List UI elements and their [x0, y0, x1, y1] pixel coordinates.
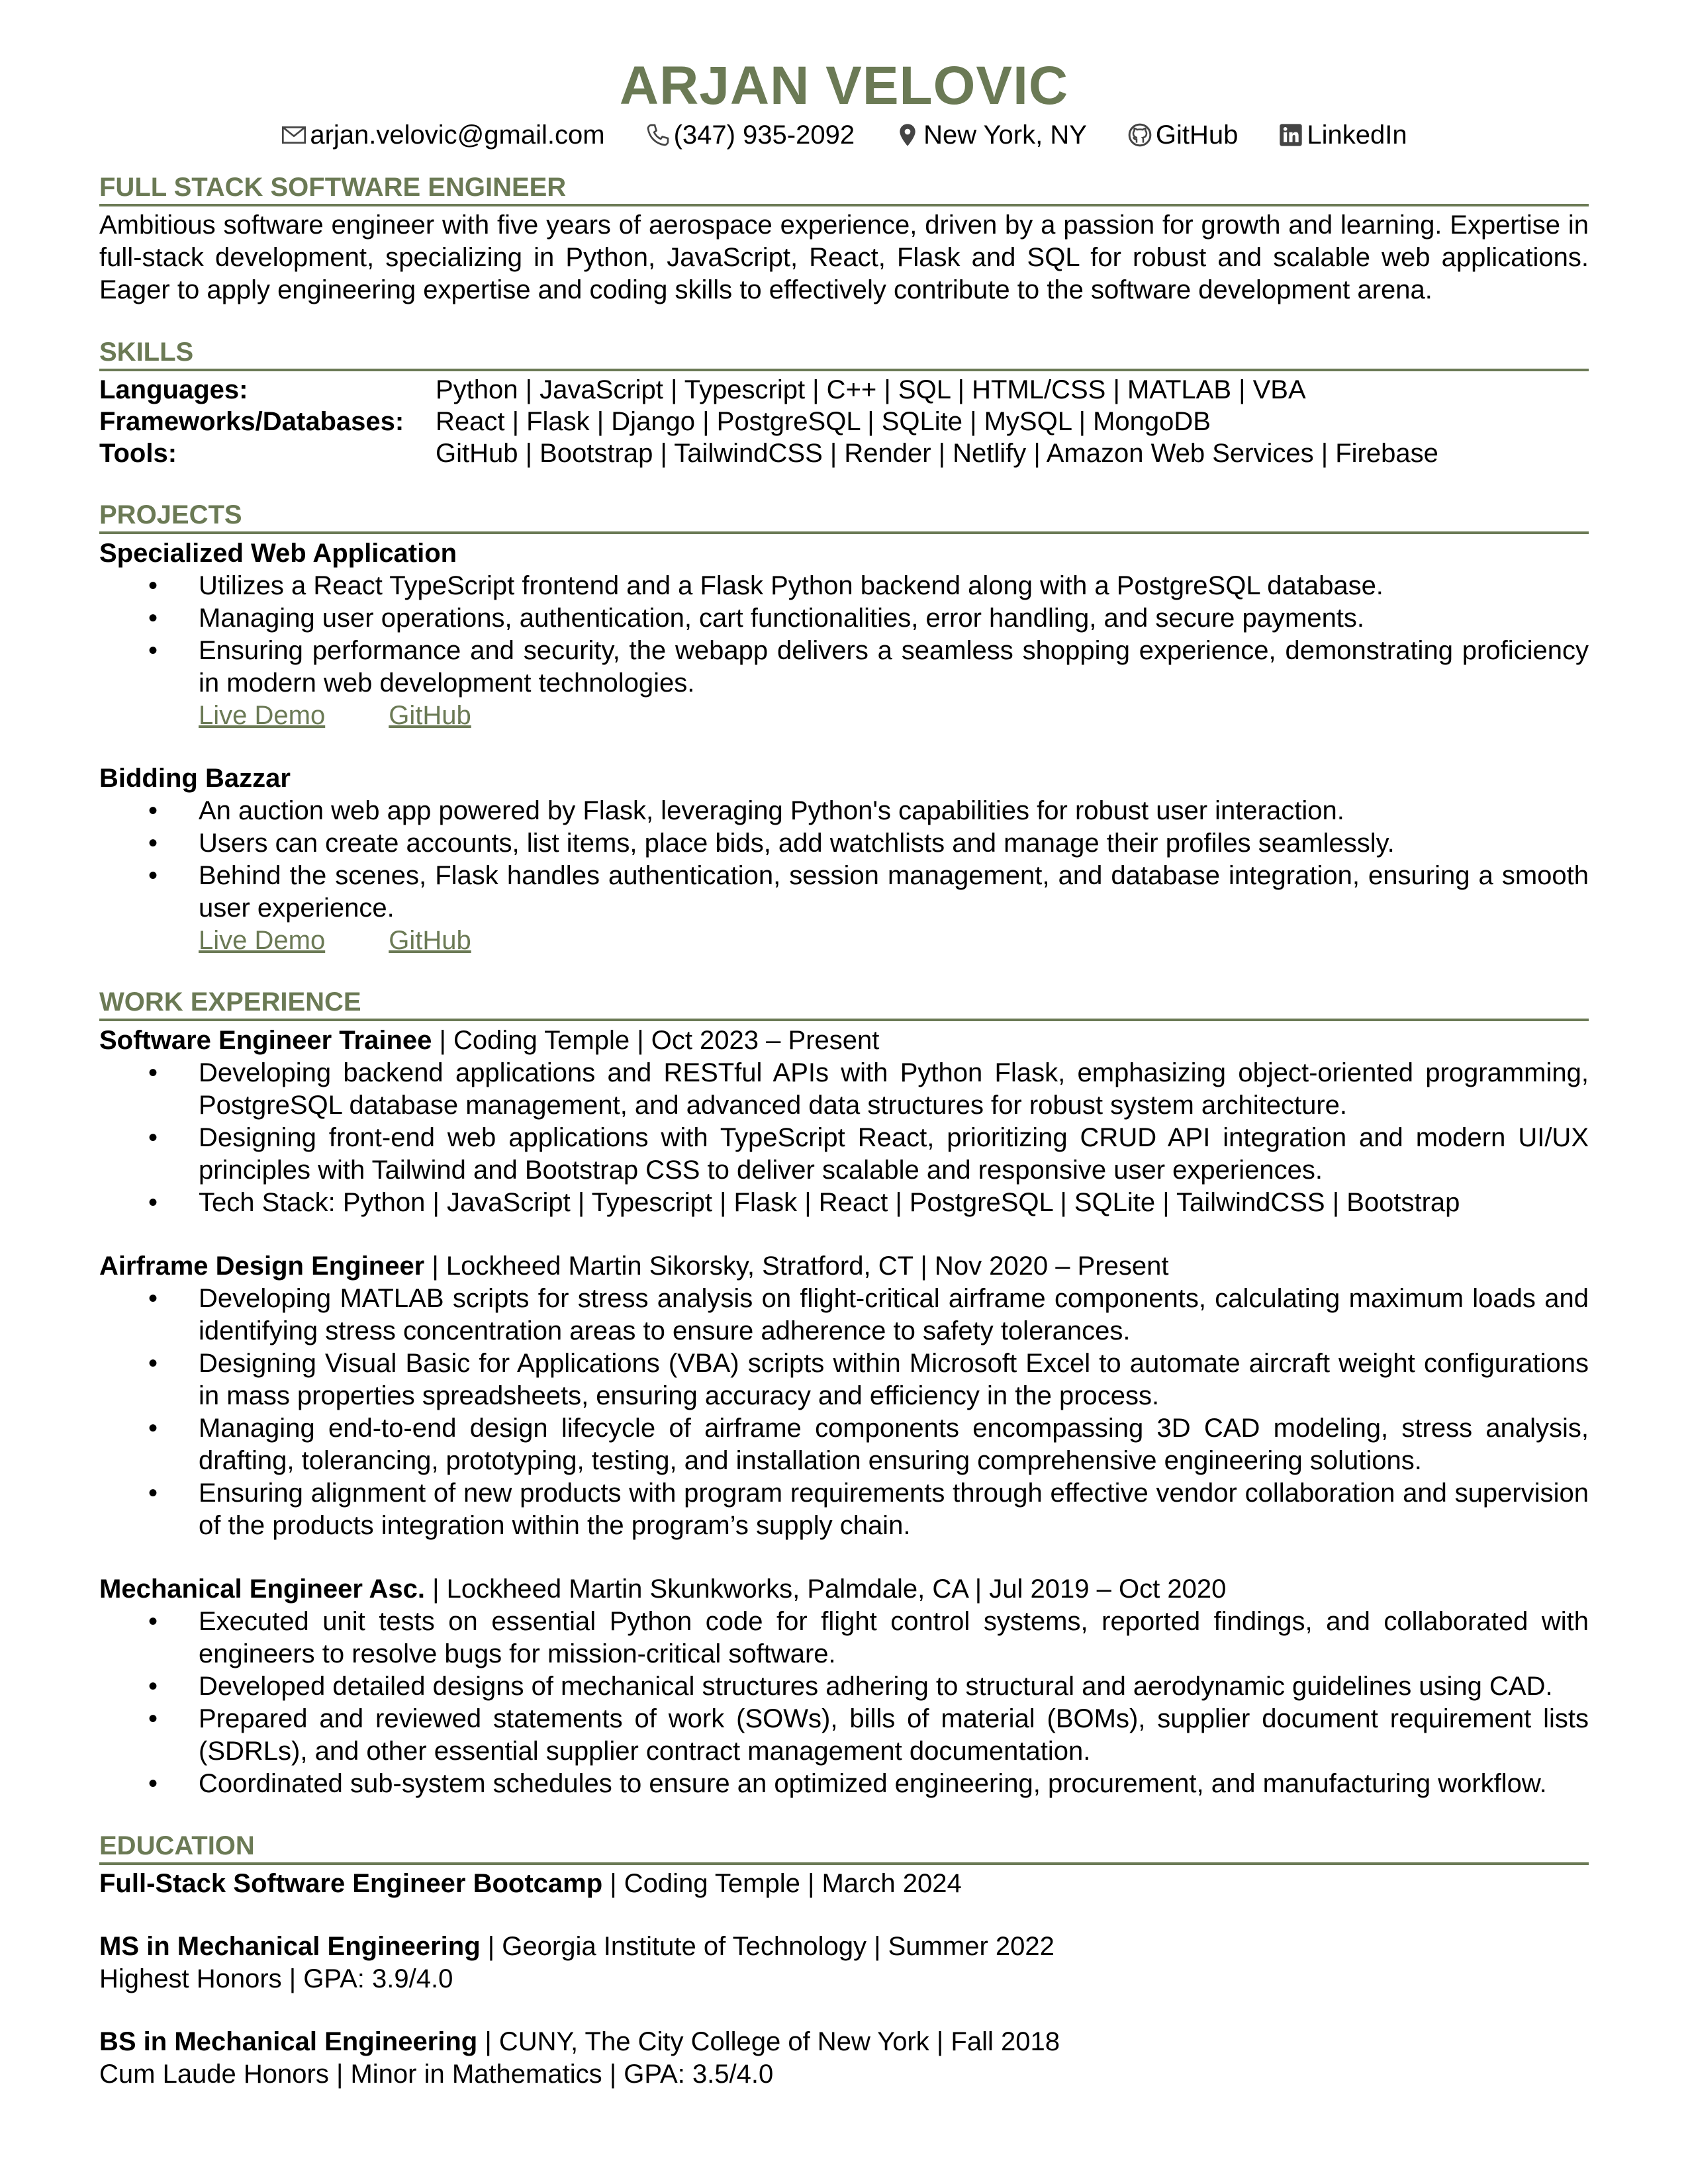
skills-value: React | Flask | Django | PostgreSQL | SQLite | MySQL | MongoDB — [436, 407, 1211, 436]
education-header — [99, 2026, 1589, 2058]
list-item: • Prepared and reviewed statements of work (SOWs), bills of material (BOMs), supplier document requirement lists (SDRLs), and other essential supplier contract management documentation. — [99, 1703, 1589, 1768]
summary-heading: FULL STACK SOFTWARE ENGINEER — [99, 171, 1589, 206]
skills-heading: SKILLS — [99, 336, 1589, 371]
project-entry — [99, 762, 1589, 956]
list-item: • Developing MATLAB scripts for stress analysis on flight-critical airframe components, calculating maximum loads and identifying stress concentration areas to ensure adherence to safety tolerances. — [99, 1283, 1589, 1347]
skills-section — [99, 336, 1589, 469]
list-item: • Managing end-to-end design lifecycle of airframe components encompassing 3D CAD modeling, stress analysis, drafting, tolerancing, prototyping, testing, and installation ensuring comprehensive engineering solutions. — [99, 1412, 1589, 1477]
contact-location — [894, 118, 1087, 152]
list-item: • Designing front-end web applications with TypeScript React, prioritizing CRUD API integration and modern UI/UX principles with Tailwind and Bootstrap CSS to deliver scalable and responsive user experiences. — [99, 1122, 1589, 1187]
contact-email-text: arjan.velovic@gmail.com — [310, 120, 605, 150]
skills-label: Tools: — [99, 439, 177, 468]
projects-heading: PROJECTS — [99, 498, 1589, 534]
education-entry — [99, 1931, 1589, 1995]
experience-heading: WORK EXPERIENCE — [99, 985, 1589, 1021]
job-bullets — [99, 1057, 1589, 1219]
list-item: • Developed detailed designs of mechanical structures adhering to structural and aerodynamic guidelines using CAD. — [99, 1670, 1589, 1703]
contact-linkedin[interactable] — [1278, 118, 1407, 152]
list-item: • Developing backend applications and RESTful APIs with Python Flask, emphasizing object-oriented programming, PostgreSQL database management, and advanced data structures for robust system architecture. — [99, 1057, 1589, 1122]
job-details: | Lockheed Martin Skunkworks, Palmdale, CA | Jul 2019 – Oct 2020 — [425, 1574, 1227, 1604]
degree-name: MS in Mechanical Engineering — [99, 1932, 481, 1961]
live-demo-link[interactable]: Live Demo — [199, 926, 326, 955]
list-item: • Coordinated sub-system schedules to ensure an optimized engineering, procurement, and manufacturing workflow. — [99, 1768, 1589, 1800]
resume-content — [99, 54, 1589, 2091]
candidate-name: ARJAN VELOVIC — [619, 56, 1069, 116]
live-demo-link[interactable]: Live Demo — [199, 701, 326, 730]
education-heading: EDUCATION — [99, 1829, 1589, 1865]
skills-value: GitHub | Bootstrap | TailwindCSS | Render | Netlify | Amazon Web Services | Firebase — [436, 439, 1438, 468]
job-header — [99, 1024, 1589, 1057]
project-title: Specialized Web Application — [99, 539, 457, 568]
list-item: • Ensuring alignment of new products with program requirements through effective vendor collaboration and supervision of the products integration within the program’s supply chain. — [99, 1477, 1589, 1542]
list-item: • Behind the scenes, Flask handles authentication, session management, and database integration, ensuring a smooth user experience. — [99, 860, 1589, 925]
contact-github-text: GitHub — [1155, 120, 1239, 150]
github-link[interactable]: GitHub — [389, 701, 471, 730]
list-item: • An auction web app powered by Flask, leveraging Python's capabilities for robust user interaction. — [99, 795, 1589, 827]
degree-details: | Coding Temple | March 2024 — [602, 1869, 962, 1898]
experience-section — [99, 985, 1589, 1800]
job-bullets — [99, 1606, 1589, 1800]
job-header — [99, 1572, 1589, 1606]
degree-name: BS in Mechanical Engineering — [99, 2027, 478, 2056]
job-entry — [99, 1024, 1589, 1219]
list-item: • Tech Stack: Python | JavaScript | Typescript | Flask | React | PostgreSQL | SQLite | TailwindCSS | Bootstrap — [99, 1187, 1589, 1219]
job-header — [99, 1250, 1589, 1283]
summary-section — [99, 171, 1589, 306]
project-links — [99, 700, 1589, 731]
job-role: Airframe Design Engineer — [99, 1251, 425, 1281]
summary-text: Ambitious software engineer with five years of aerospace experience, driven by a passion for growth and learning. Expertise in full-stack development, specializing in Python, JavaScript, React, Flask and SQL for robust and scalable web applications. Eager to apply engineering expertise and coding skills to effectively contribute to the software development arena. — [99, 210, 1589, 304]
project-links — [99, 925, 1589, 956]
projects-section — [99, 498, 1589, 956]
skills-row-frameworks — [99, 406, 1589, 437]
project-title: Bidding Bazzar — [99, 764, 291, 793]
github-link[interactable]: GitHub — [389, 926, 471, 955]
list-item: • Executed unit tests on essential Python code for flight control systems, reported findings, and collaborated with engineers to resolve bugs for mission-critical software. — [99, 1606, 1589, 1670]
list-item: • Users can create accounts, list items, place bids, add watchlists and manage their profiles seamlessly. — [99, 827, 1589, 860]
phone-icon — [645, 122, 671, 148]
list-item: • Designing Visual Basic for Applications (VBA) scripts within Microsoft Excel to automate aircraft weight configurations in mass properties spreadsheets, ensuring accuracy and efficiency in the process. — [99, 1347, 1589, 1412]
contact-location-text: New York, NY — [923, 120, 1087, 150]
contact-github[interactable] — [1127, 118, 1239, 152]
job-details: | Coding Temple | Oct 2023 – Present — [432, 1026, 880, 1055]
project-bullets — [99, 795, 1589, 925]
contact-phone-text: (347) 935-2092 — [673, 120, 855, 150]
skills-label: Languages: — [99, 375, 248, 404]
location-pin-icon — [894, 122, 921, 148]
education-header — [99, 1868, 1589, 1900]
list-item: • Managing user operations, authentication, cart functionalities, error handling, and secure payments. — [99, 602, 1589, 635]
degree-details: | CUNY, The City College of New York | Fall 2018 — [477, 2027, 1060, 2056]
job-entry — [99, 1250, 1589, 1542]
education-section — [99, 1829, 1589, 2091]
degree-name: Full-Stack Software Engineer Bootcamp — [99, 1869, 603, 1898]
skills-row-tools — [99, 437, 1589, 469]
degree-details: | Georgia Institute of Technology | Summer 2022 — [480, 1932, 1055, 1961]
job-role: Mechanical Engineer Asc. — [99, 1574, 426, 1604]
job-entry — [99, 1572, 1589, 1800]
education-entry — [99, 2026, 1589, 2091]
job-bullets — [99, 1283, 1589, 1542]
list-item: • Ensuring performance and security, the webapp delivers a seamless shopping experience, demonstrating proficiency in modern web development technologies. — [99, 635, 1589, 700]
contact-linkedin-text: LinkedIn — [1307, 120, 1407, 150]
project-bullets — [99, 570, 1589, 700]
contact-bar — [99, 118, 1589, 152]
degree-note: Highest Honors | GPA: 3.9/4.0 — [99, 1964, 453, 1993]
envelope-icon — [281, 122, 307, 148]
education-header — [99, 1931, 1589, 1963]
linkedin-icon — [1278, 122, 1304, 148]
github-icon — [1127, 122, 1153, 148]
degree-note: Cum Laude Honors | Minor in Mathematics | GPA: 3.5/4.0 — [99, 2060, 774, 2089]
job-role: Software Engineer Trainee — [99, 1026, 432, 1055]
job-details: | Lockheed Martin Sikorsky, Stratford, CT | Nov 2020 – Present — [424, 1251, 1169, 1281]
education-entry — [99, 1868, 1589, 1900]
list-item: • Utilizes a React TypeScript frontend and a Flask Python backend along with a PostgreSQL database. — [99, 570, 1589, 602]
contact-phone[interactable] — [645, 118, 855, 152]
project-entry — [99, 537, 1589, 731]
skills-row-languages — [99, 374, 1589, 406]
contact-email[interactable] — [281, 118, 604, 152]
skills-label: Frameworks/Databases: — [99, 407, 404, 436]
skills-value: Python | JavaScript | Typescript | C++ | SQL | HTML/CSS | MATLAB | VBA — [436, 375, 1306, 404]
